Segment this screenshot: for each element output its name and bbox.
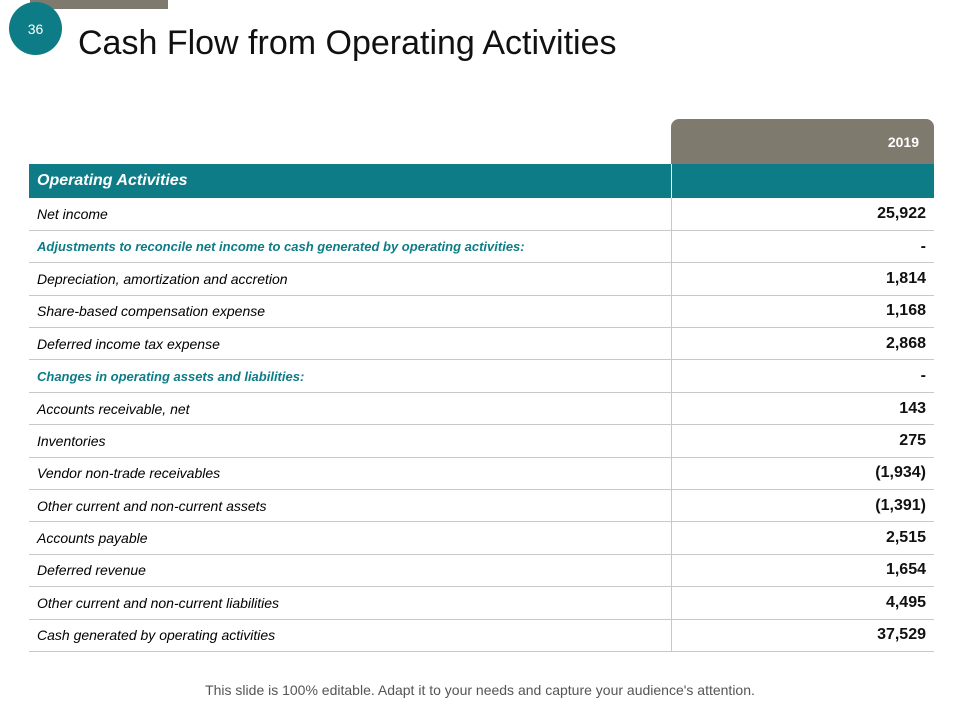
row-label: Deferred income tax expense xyxy=(29,328,671,360)
row-label: Net income xyxy=(29,198,671,230)
section-title: Operating Activities xyxy=(29,164,671,198)
row-value: 37,529 xyxy=(671,619,934,651)
row-label: Depreciation, amortization and accretion xyxy=(29,263,671,295)
table-row xyxy=(29,263,934,295)
row-value: 1,654 xyxy=(671,554,934,586)
row-value: 1,814 xyxy=(671,263,934,295)
row-value: 2,868 xyxy=(671,328,934,360)
row-value: 4,495 xyxy=(671,587,934,619)
row-label: Share-based compensation expense xyxy=(29,295,671,327)
table-row xyxy=(29,522,934,554)
row-value: 2,515 xyxy=(671,522,934,554)
row-label: Vendor non-trade receivables xyxy=(29,457,671,489)
section-header-row xyxy=(29,164,934,198)
table-row xyxy=(29,554,934,586)
table-row xyxy=(29,619,934,651)
table-row xyxy=(29,425,934,457)
row-label: Accounts payable xyxy=(29,522,671,554)
slide-number-badge: 36 xyxy=(9,2,62,55)
row-value: - xyxy=(671,360,934,392)
row-label: Other current and non-current assets xyxy=(29,490,671,522)
row-value: 275 xyxy=(671,425,934,457)
row-value: - xyxy=(671,230,934,262)
footer-note: This slide is 100% editable. Adapt it to your needs and capture your audience's attention. xyxy=(205,682,755,698)
table-row xyxy=(29,457,934,489)
year-column-header: 2019 xyxy=(671,119,934,164)
page-title: Cash Flow from Operating Activities xyxy=(78,24,617,62)
row-label: Other current and non-current liabilities xyxy=(29,587,671,619)
row-label: Adjustments to reconcile net income to cash generated by operating activities: xyxy=(29,230,671,262)
row-label: Deferred revenue xyxy=(29,554,671,586)
row-value: 1,168 xyxy=(671,295,934,327)
section-header-value-cell xyxy=(671,164,934,198)
table-row xyxy=(29,295,934,327)
row-value: (1,391) xyxy=(671,490,934,522)
table-row xyxy=(29,392,934,424)
table-row xyxy=(29,587,934,619)
table-row xyxy=(29,198,934,230)
row-value: 143 xyxy=(671,392,934,424)
table-row xyxy=(29,490,934,522)
row-label: Changes in operating assets and liabilities: xyxy=(29,360,671,392)
table-row xyxy=(29,360,934,392)
row-value: (1,934) xyxy=(671,457,934,489)
row-value: 25,922 xyxy=(671,198,934,230)
cash-flow-table xyxy=(29,164,934,652)
row-label: Cash generated by operating activities xyxy=(29,619,671,651)
row-label: Inventories xyxy=(29,425,671,457)
table-row xyxy=(29,230,934,262)
table-row xyxy=(29,328,934,360)
row-label: Accounts receivable, net xyxy=(29,392,671,424)
